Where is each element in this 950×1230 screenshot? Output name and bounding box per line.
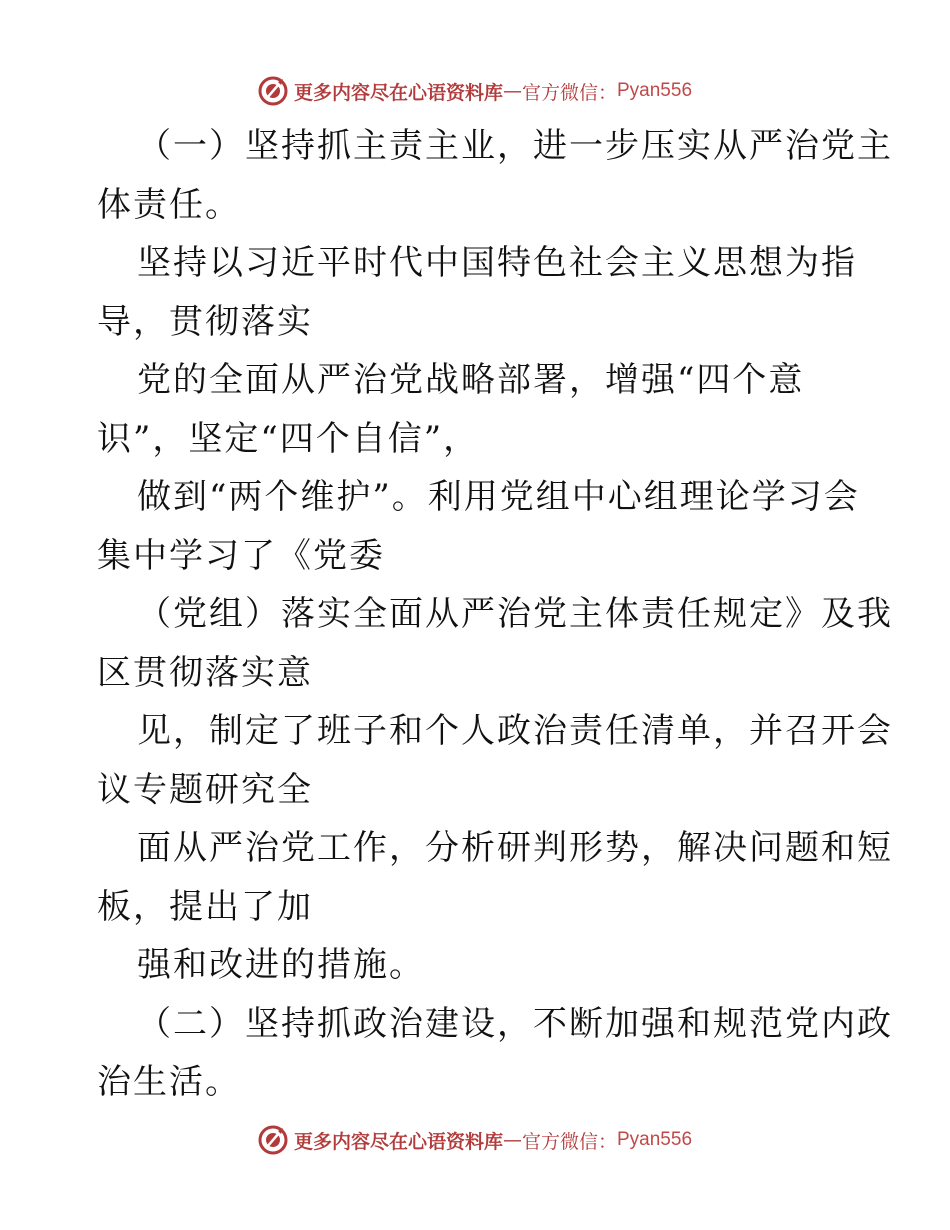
paragraph-line: 识”，坚定“四个自信”，: [97, 418, 480, 459]
banner-separator: —: [502, 1129, 522, 1151]
paragraph-line: 治生活。: [97, 1062, 241, 1102]
red-seal-logo-icon: [258, 1125, 288, 1155]
paragraph-line: 坚持以习近平时代中国特色社会主义思想为指: [137, 243, 857, 283]
paragraph-line: （一）坚持抓主责主业，进一步压实从严治党主: [137, 126, 893, 166]
document-body: [97, 117, 893, 1112]
paragraph-line: 党的全面从严治党战略部署，增强“四个意: [137, 360, 805, 400]
paragraph-line: 区贯彻落实意: [97, 652, 313, 693]
banner-official-text: 官方微信：: [521, 1130, 617, 1153]
paragraph-line: 板，提出了加: [97, 886, 313, 927]
paragraph-line: （二）坚持抓政治建设，不断加强和规范党内政: [137, 1003, 893, 1044]
paragraph-line: 议专题研究全: [97, 769, 313, 810]
banner-separator: —: [502, 80, 522, 102]
paragraph-line: 强和改进的措施。: [137, 945, 425, 985]
paragraph-line: （党组）落实全面从严治党主体责任规定》及我: [137, 594, 893, 634]
banner-official-text: 官方微信：: [521, 81, 617, 104]
paragraph-line: 导，贯彻落实: [97, 301, 313, 342]
paragraph-line: 集中学习了《党委: [97, 535, 385, 576]
banner-account-id: Pyan556: [617, 80, 693, 101]
banner-main-text: 更多内容尽在心语资料库: [293, 81, 503, 104]
paragraph-line: 体责任。: [97, 184, 241, 225]
paragraph-line: 见，制定了班子和个人政治责任清单，并召开会: [137, 711, 893, 751]
paragraph-line: 做到“两个维护”。利用党组中心组理论学习会: [137, 477, 860, 517]
header-banner: [0, 71, 950, 111]
banner-account-id: Pyan556: [617, 1129, 693, 1150]
banner-main-text: 更多内容尽在心语资料库: [293, 1130, 503, 1153]
footer-banner: [0, 1120, 950, 1160]
red-seal-logo-icon: [258, 76, 288, 106]
paragraph-line: 面从严治党工作，分析研判形势，解决问题和短: [137, 828, 893, 868]
